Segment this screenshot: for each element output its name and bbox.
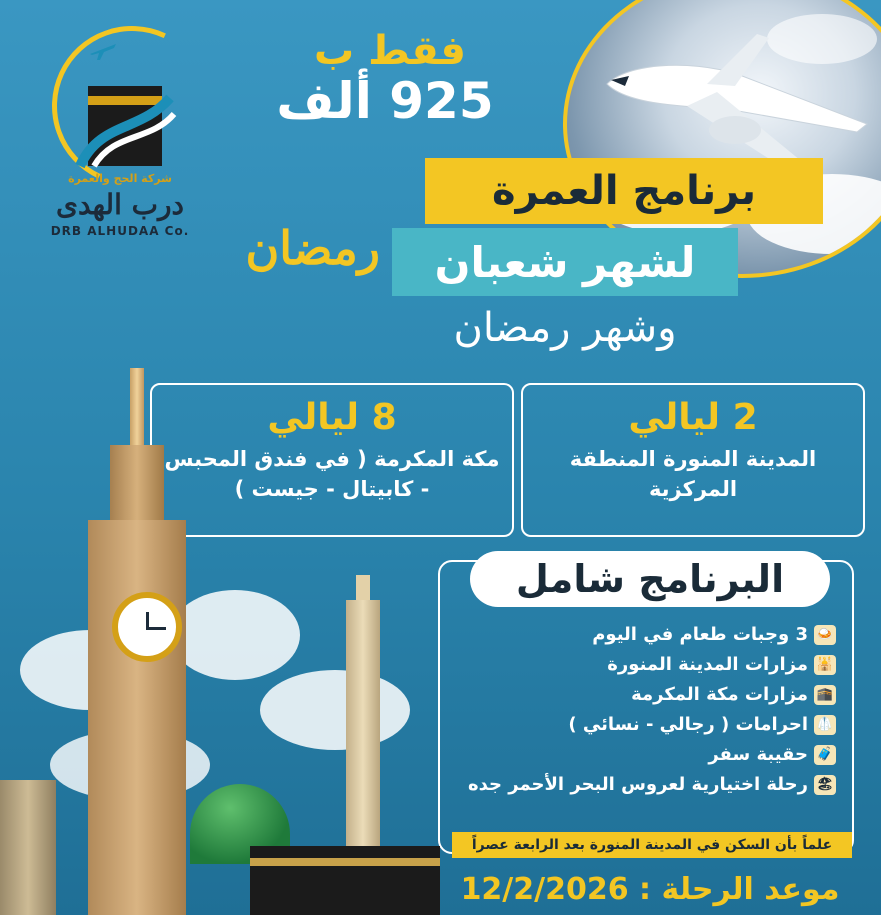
clock-hand <box>146 627 166 630</box>
list-item <box>452 770 836 800</box>
stay-box-makkah <box>150 383 514 537</box>
logo-name-arabic: درب الهدى <box>56 188 184 221</box>
list-item <box>452 740 836 770</box>
inclusion-label: 3 وجبات طعام في اليوم <box>592 624 808 645</box>
list-item <box>452 680 836 710</box>
month-secondary: وشهر رمضان <box>453 305 677 351</box>
price-prefix: فقط ب <box>314 28 466 74</box>
inclusion-label: رحلة اختيارية لعروس البحر الأحمر جده <box>468 774 808 795</box>
clock-tower-spire <box>130 368 144 453</box>
stay-nights: 2 ليالي <box>628 397 758 438</box>
minaret-left <box>0 780 56 915</box>
kaaba-logo-icon <box>70 62 180 172</box>
inclusions-list <box>452 620 836 800</box>
month-primary-band: لشهر شعبان <box>392 228 738 296</box>
inclusion-label: احرامات ( رجالي - نسائي ) <box>568 714 808 735</box>
inclusion-label: مزارات المدينة المنورة <box>607 654 808 675</box>
list-item <box>452 620 836 650</box>
kaaba-icon: 🕋 <box>814 685 836 705</box>
meal-icon: 🍛 <box>814 625 836 645</box>
company-logo <box>0 0 260 330</box>
price-amount: 925 ألف <box>276 72 494 130</box>
kaaba <box>250 846 440 915</box>
kaaba-band <box>250 858 440 866</box>
inclusion-label: حقيبة سفر <box>708 744 808 765</box>
stay-location: المدينة المنورة المنطقة المركزية <box>569 447 817 501</box>
logo-name-english: DRB ALHUDAA Co. <box>50 224 190 238</box>
ramadan-calligraphy: رمضان <box>245 221 380 275</box>
airplane-icon <box>88 40 118 62</box>
beach-icon: 🏖 <box>814 775 836 795</box>
stay-nights: 8 ليالي <box>267 397 397 438</box>
list-item <box>452 650 836 680</box>
mosque-icon: 🕌 <box>814 655 836 675</box>
list-item <box>452 710 836 740</box>
cloud <box>260 670 410 750</box>
luggage-icon: 🧳 <box>814 745 836 765</box>
program-title-band: برنامج العمرة <box>425 158 823 224</box>
departure-date: موعد الرحلة : 12/2/2026 <box>460 872 840 907</box>
stay-location: مكة المكرمة ( في فندق المحبس - كابيتال - جيست ) <box>164 447 500 501</box>
inclusions-title: البرنامج شامل <box>470 551 830 607</box>
clock-tower <box>88 520 186 915</box>
logo-subtitle: شركة الحج والعمرة <box>68 172 172 185</box>
stay-box-madinah <box>521 383 865 537</box>
cloud <box>170 590 300 680</box>
accommodation-note: علماً بأن السكن في المدينة المنورة بعد الرابعة عصراً <box>452 832 852 858</box>
ihram-icon: 🥼 <box>814 715 836 735</box>
inclusion-label: مزارات مكة المكرمة <box>631 684 808 705</box>
